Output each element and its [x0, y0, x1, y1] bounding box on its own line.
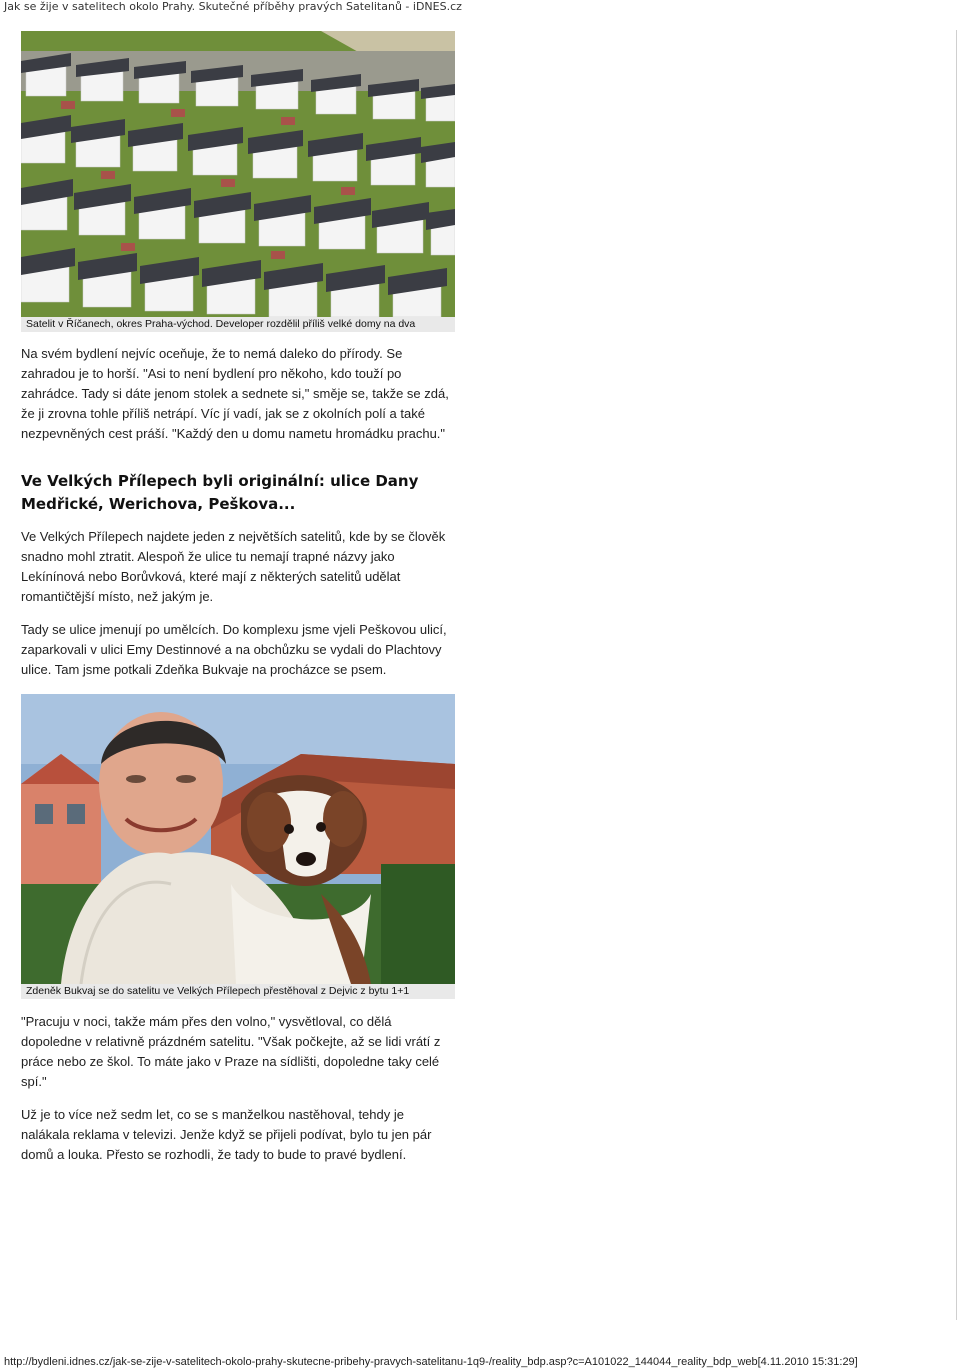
satellite-houses-photo	[21, 31, 455, 317]
photo-caption-bukvaj: Zdeněk Bukvaj se do satelitu ve Velkých Přílepech přestěhoval z Dejvic z bytu 1+1	[21, 984, 455, 999]
man-with-dog-photo	[21, 694, 455, 984]
print-page-title: Jak se žije v satelitech okolo Prahy. Skutečné příběhy pravých Satelitanů - iDNES.cz	[4, 0, 462, 13]
section-heading-velke-prilepy: Ve Velkých Přílepech byli originální: ulice Dany Medřické, Werichova, Peškova...	[21, 472, 419, 513]
photo-caption-satellite: Satelit v Říčanech, okres Praha-východ. Developer rozdělil příliš velké domy na dva	[21, 317, 455, 332]
print-timestamp: [4.11.2010 15:31:29]	[757, 1356, 858, 1368]
paragraph-nature: Na svém bydlení nejvíc oceňuje, že to nemá daleko do přírody. Se zahradou je to horší. "Asi to není bydlení pro někoho, kdo touží po zahrádce. Tady si dáte jenom stolek a sednete si," směje se, takže se zdá, že ji zrovna tohle příliš netrápí. Víc jí vadí, jak se z okolních polí a také nezpevněných cest práší. "Každý den u domu nametu hromádku prachu."	[21, 346, 449, 441]
page-edge-rule	[956, 30, 957, 1320]
article-body	[21, 31, 455, 1165]
paragraph-streets: Tady se ulice jmenují po umělcích. Do komplexu jsme vjeli Peškovou ulicí, zaparkovali v ulici Emy Destinnové a na obchůzku se vydali do Plachtovy ulice. Tam jsme potkali Zdeňka Bukvaje na procházce se psem.	[21, 622, 447, 677]
paragraph-moved-in: Už je to více než sedm let, co se s manželkou nastěhoval, tehdy je nalákala reklama v televizi. Jenže když se přijeli podívat, bylo tu jen pár domů a louka. Přesto se rozhodli, že tady to bude to pravé bydlení.	[21, 1107, 432, 1162]
print-page-footer	[4, 1356, 858, 1369]
man-dog-image	[21, 694, 455, 984]
paragraph-night-work: "Pracuju v noci, takže mám přes den volno," vysvětloval, co dělá dopoledne v relativně prázdném satelitu. "Však počkejte, až se lidi vrátí z práce nebo ze škol. To máte jako v Praze na sídlišti, dopoledne taky celé spí."	[21, 1014, 441, 1089]
paragraph-velke-prilepy: Ve Velkých Přílepech najdete jeden z největších satelitů, kde by se člověk snadno mohl ztratit. Alespoň že ulice tu nemají trapné názvy jako Lekínínová nebo Borůvková, které mají z některých satelitů udělat romantičtější místo, než jakým je.	[21, 529, 446, 604]
aerial-houses-image	[21, 31, 455, 317]
source-url: http://bydleni.idnes.cz/jak-se-zije-v-satelitech-okolo-prahy-skutecne-pribehy-pravych-satelitanu-1q9-/reality_bdp.asp?c=A101022_144044_reality_bdp_web	[4, 1356, 758, 1368]
